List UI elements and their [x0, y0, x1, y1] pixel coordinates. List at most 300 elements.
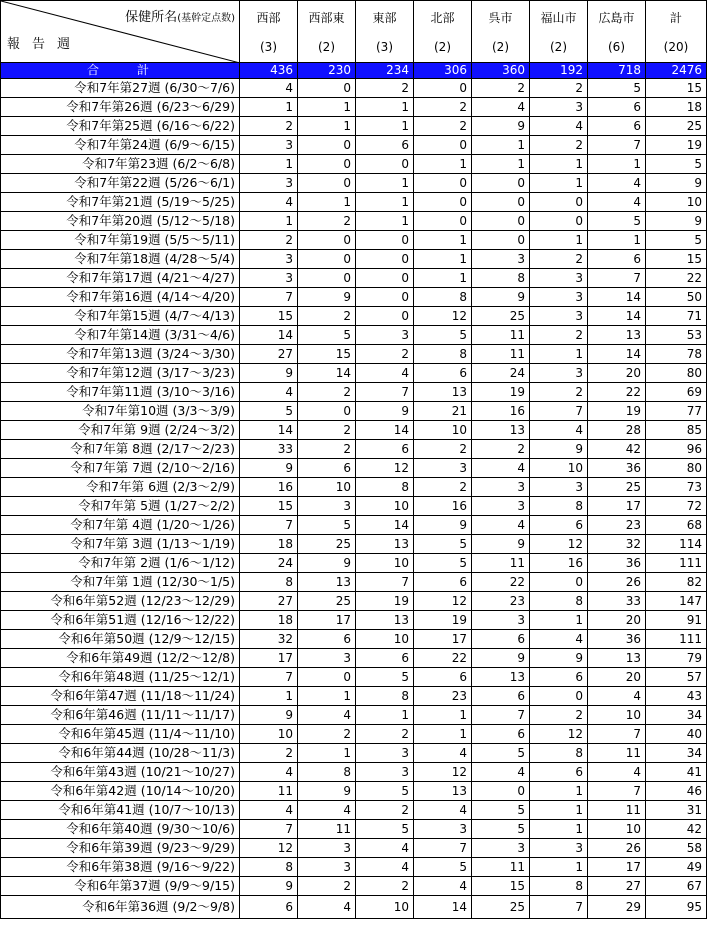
- district-point-count: (3): [376, 40, 393, 54]
- count-cell: 1: [356, 98, 414, 117]
- count-cell: 12: [414, 307, 472, 326]
- count-cell: 77: [646, 402, 707, 421]
- count-cell: 36: [588, 554, 646, 573]
- count-cell: 4: [588, 763, 646, 782]
- count-cell: 7: [414, 839, 472, 858]
- count-cell: 5: [472, 820, 530, 839]
- table-row: [1, 383, 707, 402]
- count-cell: 5: [646, 231, 707, 250]
- count-cell: 5: [356, 668, 414, 687]
- count-cell: 4: [472, 516, 530, 535]
- count-cell: 114: [646, 535, 707, 554]
- count-cell: 0: [298, 231, 356, 250]
- count-cell: 6: [530, 516, 588, 535]
- count-cell: 9: [298, 554, 356, 573]
- count-cell: 2: [356, 877, 414, 896]
- count-cell: 34: [646, 744, 707, 763]
- count-cell: 24: [240, 554, 298, 573]
- count-cell: 11: [472, 326, 530, 345]
- count-cell: 53: [646, 326, 707, 345]
- count-cell: 0: [356, 231, 414, 250]
- count-cell: 0: [472, 174, 530, 193]
- count-cell: 0: [414, 79, 472, 98]
- week-label: 令和6年第36週 (9/2～9/8): [1, 896, 240, 919]
- count-cell: 5: [240, 402, 298, 421]
- district-point-count: (2): [318, 40, 335, 54]
- count-cell: 6: [472, 725, 530, 744]
- count-cell: 8: [472, 269, 530, 288]
- count-cell: 0: [356, 155, 414, 174]
- count-cell: 0: [298, 155, 356, 174]
- count-cell: 6: [588, 98, 646, 117]
- count-cell: 18: [240, 611, 298, 630]
- week-label: 令和7年第15週 (4/7～4/13): [1, 307, 240, 326]
- table-row: [1, 516, 707, 535]
- count-cell: 91: [646, 611, 707, 630]
- count-cell: 3: [298, 858, 356, 877]
- count-cell: 1: [414, 725, 472, 744]
- count-cell: 4: [298, 801, 356, 820]
- count-cell: 8: [240, 573, 298, 592]
- table-row: [1, 345, 707, 364]
- count-cell: 23: [414, 687, 472, 706]
- count-cell: 3: [356, 744, 414, 763]
- count-cell: 1: [298, 687, 356, 706]
- count-cell: 1: [298, 98, 356, 117]
- count-cell: 3: [298, 839, 356, 858]
- count-cell: 14: [414, 896, 472, 919]
- table-row: [1, 877, 707, 896]
- count-cell: 2: [472, 440, 530, 459]
- count-cell: 3: [414, 820, 472, 839]
- table-row: [1, 554, 707, 573]
- count-cell: 3: [530, 478, 588, 497]
- count-cell: 2: [298, 307, 356, 326]
- count-cell: 7: [588, 269, 646, 288]
- count-cell: 7: [240, 516, 298, 535]
- count-cell: 1: [530, 820, 588, 839]
- count-cell: 10: [414, 421, 472, 440]
- count-cell: 3: [530, 839, 588, 858]
- count-cell: 1: [530, 611, 588, 630]
- week-label: 令和7年第14週 (3/31～4/6): [1, 326, 240, 345]
- count-cell: 19: [472, 383, 530, 402]
- count-cell: 3: [530, 364, 588, 383]
- count-cell: 7: [472, 706, 530, 725]
- count-cell: 19: [414, 611, 472, 630]
- count-cell: 1: [530, 231, 588, 250]
- count-cell: 3: [356, 326, 414, 345]
- count-cell: 42: [646, 820, 707, 839]
- week-label: 令和7年第20週 (5/12～5/18): [1, 212, 240, 231]
- count-cell: 6: [356, 649, 414, 668]
- count-cell: 13: [414, 383, 472, 402]
- week-label: 令和7年第27週 (6/30～7/6): [1, 79, 240, 98]
- count-cell: 31: [646, 801, 707, 820]
- table-row: [1, 212, 707, 231]
- count-cell: 18: [240, 535, 298, 554]
- count-cell: 4: [356, 839, 414, 858]
- count-cell: 22: [588, 383, 646, 402]
- count-cell: 3: [530, 307, 588, 326]
- count-cell: 7: [356, 383, 414, 402]
- count-cell: 0: [414, 174, 472, 193]
- count-cell: 4: [240, 763, 298, 782]
- count-cell: 9: [356, 402, 414, 421]
- count-cell: 68: [646, 516, 707, 535]
- count-cell: 9: [298, 288, 356, 307]
- count-cell: 6: [414, 573, 472, 592]
- count-cell: 0: [298, 668, 356, 687]
- base-point-note: (基幹定点数): [177, 13, 235, 24]
- count-cell: 10: [356, 630, 414, 649]
- count-cell: 8: [240, 858, 298, 877]
- table-row: [1, 858, 707, 877]
- count-cell: 4: [530, 421, 588, 440]
- count-cell: 8: [414, 288, 472, 307]
- count-cell: 2: [414, 440, 472, 459]
- count-cell: 16: [530, 554, 588, 573]
- count-cell: 23: [472, 592, 530, 611]
- week-label: 令和6年第38週 (9/16～9/22): [1, 858, 240, 877]
- count-cell: 0: [356, 250, 414, 269]
- count-cell: 12: [240, 839, 298, 858]
- count-cell: 3: [240, 250, 298, 269]
- week-label: 令和6年第44週 (10/28～11/3): [1, 744, 240, 763]
- count-cell: 23: [588, 516, 646, 535]
- count-cell: 58: [646, 839, 707, 858]
- count-cell: 4: [530, 630, 588, 649]
- count-cell: 10: [530, 459, 588, 478]
- count-cell: 1: [240, 212, 298, 231]
- table-row: [1, 269, 707, 288]
- count-cell: 2: [298, 212, 356, 231]
- count-cell: 1: [414, 155, 472, 174]
- count-cell: 0: [472, 782, 530, 801]
- count-cell: 16: [472, 402, 530, 421]
- count-cell: 10: [646, 193, 707, 212]
- district-point-count: (20): [663, 40, 689, 54]
- count-cell: 5: [414, 326, 472, 345]
- week-label: 令和7年第26週 (6/23～6/29): [1, 98, 240, 117]
- district-header-cell: [588, 1, 646, 63]
- count-cell: 9: [646, 212, 707, 231]
- count-cell: 6: [356, 440, 414, 459]
- week-label: 令和7年第23週 (6/2～6/8): [1, 155, 240, 174]
- count-cell: 2: [414, 98, 472, 117]
- district-header-cell: [646, 1, 707, 63]
- table-row: [1, 744, 707, 763]
- count-cell: 14: [240, 326, 298, 345]
- count-cell: 16: [240, 478, 298, 497]
- count-cell: 3: [298, 497, 356, 516]
- count-cell: 6: [588, 117, 646, 136]
- table-row: [1, 478, 707, 497]
- count-cell: 4: [588, 174, 646, 193]
- count-cell: 9: [240, 706, 298, 725]
- count-cell: 40: [646, 725, 707, 744]
- count-cell: 11: [588, 744, 646, 763]
- table-row: [1, 117, 707, 136]
- count-cell: 4: [240, 79, 298, 98]
- count-cell: 43: [646, 687, 707, 706]
- count-cell: 6: [588, 250, 646, 269]
- count-cell: 15: [472, 877, 530, 896]
- week-label: 令和6年第48週 (11/25～12/1): [1, 668, 240, 687]
- table-row: [1, 668, 707, 687]
- week-label: 令和6年第46週 (11/11～11/17): [1, 706, 240, 725]
- count-cell: 4: [414, 801, 472, 820]
- count-cell: 0: [530, 193, 588, 212]
- count-cell: 22: [646, 269, 707, 288]
- count-cell: 6: [530, 763, 588, 782]
- table-row: [1, 497, 707, 516]
- count-cell: 25: [472, 307, 530, 326]
- district-name: 福山市: [540, 11, 577, 25]
- count-cell: 50: [646, 288, 707, 307]
- count-cell: 1: [530, 801, 588, 820]
- week-label: 令和6年第37週 (9/9～9/15): [1, 877, 240, 896]
- count-cell: 2: [530, 250, 588, 269]
- count-cell: 41: [646, 763, 707, 782]
- count-cell: 4: [356, 364, 414, 383]
- count-cell: 82: [646, 573, 707, 592]
- count-cell: 3: [472, 250, 530, 269]
- district-header-cell: [530, 1, 588, 63]
- count-cell: 1: [530, 155, 588, 174]
- count-cell: 111: [646, 630, 707, 649]
- count-cell: 17: [240, 649, 298, 668]
- table-row: [1, 820, 707, 839]
- count-cell: 13: [414, 782, 472, 801]
- week-label: 令和7年第13週 (3/24～3/30): [1, 345, 240, 364]
- count-cell: 6: [414, 668, 472, 687]
- count-cell: 0: [356, 269, 414, 288]
- count-cell: 7: [530, 896, 588, 919]
- totals-value: 436: [240, 63, 298, 79]
- count-cell: 2: [530, 383, 588, 402]
- week-label: 令和6年第42週 (10/14～10/20): [1, 782, 240, 801]
- district-name: 西部: [256, 11, 281, 25]
- count-cell: 0: [298, 269, 356, 288]
- count-cell: 1: [356, 193, 414, 212]
- count-cell: 5: [646, 155, 707, 174]
- count-cell: 2: [298, 421, 356, 440]
- count-cell: 1: [240, 687, 298, 706]
- count-cell: 12: [530, 535, 588, 554]
- count-cell: 1: [530, 345, 588, 364]
- count-cell: 36: [588, 630, 646, 649]
- count-cell: 1: [472, 155, 530, 174]
- totals-value: 360: [472, 63, 530, 79]
- count-cell: 10: [298, 478, 356, 497]
- count-cell: 4: [414, 744, 472, 763]
- count-cell: 4: [472, 763, 530, 782]
- count-cell: 15: [646, 250, 707, 269]
- count-cell: 5: [588, 79, 646, 98]
- count-cell: 3: [530, 288, 588, 307]
- count-cell: 1: [530, 174, 588, 193]
- count-cell: 5: [472, 801, 530, 820]
- district-name: 東部: [372, 11, 397, 25]
- count-cell: 33: [588, 592, 646, 611]
- count-cell: 8: [414, 345, 472, 364]
- count-cell: 9: [472, 649, 530, 668]
- count-cell: 22: [472, 573, 530, 592]
- count-cell: 15: [298, 345, 356, 364]
- week-label: 令和7年第 4週 (1/20～1/26): [1, 516, 240, 535]
- count-cell: 3: [530, 98, 588, 117]
- count-cell: 18: [646, 98, 707, 117]
- count-cell: 0: [298, 402, 356, 421]
- table-row: [1, 231, 707, 250]
- table-row: [1, 687, 707, 706]
- count-cell: 27: [240, 345, 298, 364]
- count-cell: 4: [588, 193, 646, 212]
- week-label: 令和7年第19週 (5/5～5/11): [1, 231, 240, 250]
- count-cell: 85: [646, 421, 707, 440]
- count-cell: 19: [646, 136, 707, 155]
- table-row: [1, 193, 707, 212]
- count-cell: 3: [472, 497, 530, 516]
- count-cell: 67: [646, 877, 707, 896]
- count-cell: 10: [356, 497, 414, 516]
- count-cell: 4: [240, 801, 298, 820]
- week-label: 令和7年第 3週 (1/13～1/19): [1, 535, 240, 554]
- week-label: 令和7年第11週 (3/10～3/16): [1, 383, 240, 402]
- count-cell: 42: [588, 440, 646, 459]
- count-cell: 11: [588, 801, 646, 820]
- table-row: [1, 79, 707, 98]
- count-cell: 4: [472, 459, 530, 478]
- district-header-cell: [472, 1, 530, 63]
- count-cell: 24: [472, 364, 530, 383]
- count-cell: 1: [530, 858, 588, 877]
- totals-value: 2476: [646, 63, 707, 79]
- count-cell: 8: [298, 763, 356, 782]
- table-row: [1, 288, 707, 307]
- count-cell: 14: [588, 345, 646, 364]
- count-cell: 34: [646, 706, 707, 725]
- count-cell: 13: [588, 326, 646, 345]
- count-cell: 26: [588, 573, 646, 592]
- count-cell: 26: [588, 839, 646, 858]
- count-cell: 6: [356, 136, 414, 155]
- count-cell: 73: [646, 478, 707, 497]
- count-cell: 1: [240, 155, 298, 174]
- count-cell: 2: [298, 383, 356, 402]
- count-cell: 15: [240, 497, 298, 516]
- table-row: [1, 649, 707, 668]
- table-row: [1, 573, 707, 592]
- count-cell: 11: [240, 782, 298, 801]
- count-cell: 5: [588, 212, 646, 231]
- count-cell: 1: [298, 193, 356, 212]
- count-cell: 14: [356, 516, 414, 535]
- count-cell: 9: [646, 174, 707, 193]
- count-cell: 8: [356, 478, 414, 497]
- count-cell: 14: [356, 421, 414, 440]
- count-cell: 4: [298, 706, 356, 725]
- table-row: [1, 364, 707, 383]
- count-cell: 5: [414, 554, 472, 573]
- report-week-label: 報告週: [7, 37, 83, 52]
- count-cell: 17: [414, 630, 472, 649]
- count-cell: 11: [298, 820, 356, 839]
- count-cell: 1: [240, 98, 298, 117]
- totals-value: 192: [530, 63, 588, 79]
- count-cell: 1: [414, 269, 472, 288]
- count-cell: 19: [356, 592, 414, 611]
- week-label: 令和6年第41週 (10/7～10/13): [1, 801, 240, 820]
- count-cell: 19: [588, 402, 646, 421]
- count-cell: 8: [530, 744, 588, 763]
- count-cell: 79: [646, 649, 707, 668]
- district-name: 広島市: [598, 11, 635, 25]
- count-cell: 6: [414, 364, 472, 383]
- count-cell: 1: [472, 136, 530, 155]
- table-row: [1, 725, 707, 744]
- count-cell: 0: [414, 136, 472, 155]
- district-header-cell: [414, 1, 472, 63]
- count-cell: 14: [298, 364, 356, 383]
- count-cell: 29: [588, 896, 646, 919]
- district-point-count: (6): [608, 40, 625, 54]
- count-cell: 15: [240, 307, 298, 326]
- week-label: 令和7年第24週 (6/9～6/15): [1, 136, 240, 155]
- count-cell: 8: [356, 687, 414, 706]
- health-center-label: 保健所名(基幹定点数): [125, 10, 235, 25]
- count-cell: 3: [530, 269, 588, 288]
- table-row: [1, 155, 707, 174]
- count-cell: 0: [298, 174, 356, 193]
- count-cell: 9: [472, 117, 530, 136]
- count-cell: 11: [472, 858, 530, 877]
- count-cell: 0: [472, 212, 530, 231]
- count-cell: 71: [646, 307, 707, 326]
- count-cell: 9: [530, 649, 588, 668]
- count-cell: 20: [588, 611, 646, 630]
- count-cell: 0: [298, 79, 356, 98]
- count-cell: 80: [646, 459, 707, 478]
- table-row: [1, 459, 707, 478]
- count-cell: 7: [530, 402, 588, 421]
- count-cell: 22: [414, 649, 472, 668]
- totals-value: 230: [298, 63, 356, 79]
- count-cell: 10: [356, 896, 414, 919]
- count-cell: 57: [646, 668, 707, 687]
- totals-value: 234: [356, 63, 414, 79]
- count-cell: 0: [530, 687, 588, 706]
- count-cell: 21: [414, 402, 472, 421]
- count-cell: 2: [298, 725, 356, 744]
- count-cell: 3: [298, 649, 356, 668]
- count-cell: 96: [646, 440, 707, 459]
- count-cell: 7: [240, 668, 298, 687]
- table-row: [1, 174, 707, 193]
- district-point-count: (2): [492, 40, 509, 54]
- count-cell: 17: [298, 611, 356, 630]
- count-cell: 13: [472, 421, 530, 440]
- count-cell: 13: [356, 535, 414, 554]
- header-row: [1, 1, 707, 63]
- district-point-count: (2): [434, 40, 451, 54]
- count-cell: 5: [356, 820, 414, 839]
- table-row: [1, 839, 707, 858]
- count-cell: 4: [530, 117, 588, 136]
- count-cell: 2: [530, 326, 588, 345]
- count-cell: 2: [414, 117, 472, 136]
